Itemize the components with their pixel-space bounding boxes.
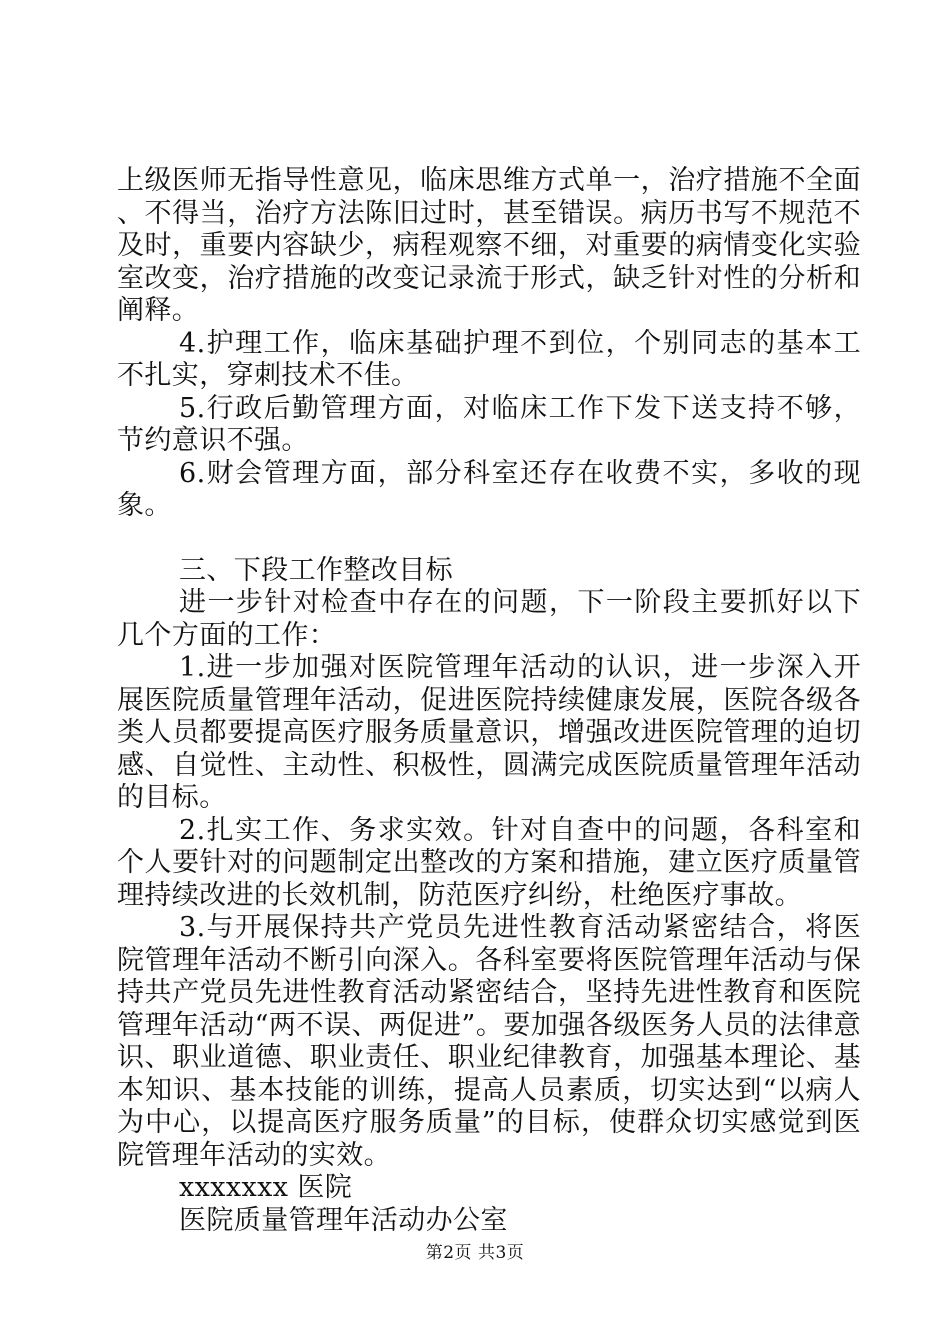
section-spacer <box>117 523 861 555</box>
paragraph-goal-3: 3.与开展保持共产党员先进性教育活动紧密结合，将医院管理年活动不断引向深入。各科室要将医院管理年活动与保持共产党员先进性教育活动紧密结合，坚持先进性教育和医院管理年活动“两不误、两促进”。要加强各级医务人员的法律意识、职业道德、职业责任、职业纪律教育，加强基本理论、基本知识、基本技能的训练，提高人员素质，切实达到“以病人为中心，以提高医疗服务质量”的目标，使群众切实感觉到医院管理年活动的实效。 <box>117 912 861 1171</box>
signature-office: 医院质量管理年活动办公室 <box>179 1204 508 1236</box>
paragraph-intro: 进一步针对检查中存在的问题，下一阶段主要抓好以下几个方面的工作： <box>117 587 861 651</box>
document-body <box>117 165 861 1237</box>
signature-hospital: xxxxxxx 医院 <box>179 1172 353 1203</box>
paragraph-finance: 6.财会管理方面，部分科室还存在收费不实，多收的现象。 <box>117 457 861 521</box>
paragraph-nursing: 4.护理工作，临床基础护理不到位，个别同志的基本工不扎实，穿刺技术不佳。 <box>117 327 861 391</box>
paragraph-admin-logistics: 5.行政后勤管理方面，对临床工作下发下送支持不够，节约意识不强。 <box>117 392 861 456</box>
page-number-footer: 第2页 共3页 <box>425 1243 525 1263</box>
paragraph-goal-1: 1.进一步加强对医院管理年活动的认识，进一步深入开展医院质量管理年活动，促进医院持续健康发展，医院各级各类人员都要提高医疗服务质量意识，增强改进医院管理的迫切感、自觉性、主动性、积极性，圆满完成医院质量管理年活动的目标。 <box>117 652 861 813</box>
paragraph-goal-2: 2.扎实工作、务求实效。针对自查中的问题，各科室和个人要针对的问题制定出整改的方案和措施，建立医疗质量管理持续改进的长效机制，防范医疗纠纷，杜绝医疗事故。 <box>117 814 861 911</box>
section-heading: 三、下段工作整改目标 <box>179 554 453 586</box>
paragraph-medical-records: 上级医师无指导性意见，临床思维方式单一，治疗措施不全面、不得当，治疗方法陈旧过时，甚至错误。病历书写不规范不及时，重要内容缺少，病程观察不细，对重要的病情变化实验室改变，治疗措施的改变记录流于形式，缺乏针对性的分析和阐释。 <box>117 165 861 326</box>
